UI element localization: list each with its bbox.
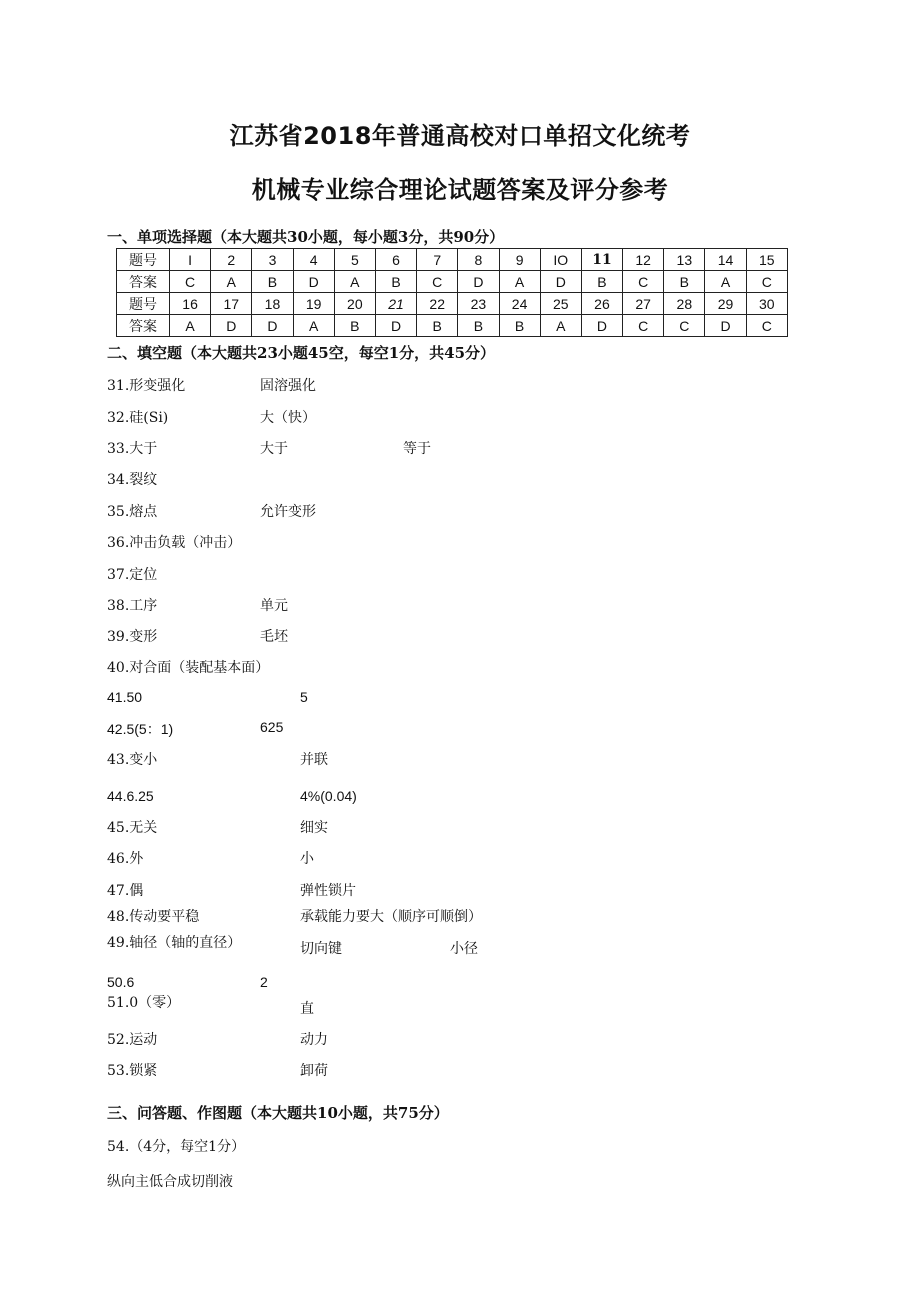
answer-row-1	[117, 271, 788, 293]
answer-47-2: 弹性锁片	[300, 883, 356, 899]
answer-48-2: 承载能力要大（顺序可顺倒）	[300, 909, 482, 925]
answer-51-2: 直	[300, 1001, 314, 1017]
answer-cell: D	[375, 315, 416, 337]
answer-43-2: 并联	[300, 752, 328, 768]
answer-32-2: 大（快）	[260, 410, 316, 426]
answer-36-1: 36.冲击负载（冲击）	[107, 535, 242, 551]
question-number: 20	[334, 293, 375, 315]
answer-cell: D	[705, 315, 746, 337]
answer-52-1: 52.运动	[107, 1032, 158, 1048]
question-number: 24	[499, 293, 540, 315]
row-label: 题号	[117, 293, 170, 315]
question-number: 22	[417, 293, 458, 315]
row-label: 答案	[117, 271, 170, 293]
answer-33-2: 大于	[260, 441, 288, 457]
answer-46-2: 小	[300, 851, 314, 867]
question-number: 12	[623, 249, 664, 271]
question-number: 17	[211, 293, 252, 315]
answer-cell: B	[499, 315, 540, 337]
question-number: 23	[458, 293, 499, 315]
answer-cell: D	[211, 315, 252, 337]
question-number: 30	[746, 293, 787, 315]
answer-cell: A	[499, 271, 540, 293]
answer-51-1: 51.0（零）	[107, 995, 181, 1011]
answer-cell: D	[540, 271, 581, 293]
question-number: 9	[499, 249, 540, 271]
question-number: 29	[705, 293, 746, 315]
answer-38-1: 38.工序	[107, 598, 158, 614]
answer-cell: B	[252, 271, 293, 293]
answer-38-2: 单元	[260, 598, 288, 614]
answer-cell: D	[458, 271, 499, 293]
answer-52-2: 动力	[300, 1032, 328, 1048]
question-54-heading: 54.（4分，每空1分）	[107, 1139, 246, 1155]
answer-49-1: 49.轴径（轴的直径）	[107, 935, 242, 951]
answer-47-1: 47.偶	[107, 883, 144, 899]
answer-41-1: 41.50	[107, 689, 143, 705]
answer-42-1: 42.5(5：1)	[107, 721, 174, 737]
answer-cell: C	[746, 271, 787, 293]
answer-44-1: 44.6.25	[107, 788, 154, 804]
question-number: 2	[211, 249, 252, 271]
question-number: I	[170, 249, 211, 271]
answer-48-1: 48.传动要平稳	[107, 909, 200, 925]
answer-37-1: 37.定位	[107, 567, 158, 583]
answer-row-2	[117, 315, 788, 337]
question-number: 11	[581, 249, 622, 271]
question-number: 27	[623, 293, 664, 315]
answer-cell: D	[581, 315, 622, 337]
answer-43-1: 43.变小	[107, 752, 158, 768]
answer-cell: B	[581, 271, 622, 293]
answer-34-1: 34.裂纹	[107, 472, 158, 488]
question-number: 28	[664, 293, 705, 315]
question-number-row-2	[117, 293, 788, 315]
question-number: 6	[375, 249, 416, 271]
answer-31-1: 31.形变强化	[107, 378, 186, 394]
question-number: 21	[375, 293, 416, 315]
answer-cell: C	[170, 271, 211, 293]
answer-45-1: 45.无关	[107, 820, 158, 836]
answer-42-2: 625	[260, 719, 284, 735]
question-number: 16	[170, 293, 211, 315]
answer-39-1: 39.变形	[107, 629, 158, 645]
answer-cell: C	[664, 315, 705, 337]
question-number: 26	[581, 293, 622, 315]
answer-cell: B	[375, 271, 416, 293]
answer-53-2: 卸荷	[300, 1063, 328, 1079]
question-number: 3	[252, 249, 293, 271]
answer-49-3: 小径	[450, 941, 478, 957]
row-label: 题号	[117, 249, 170, 271]
answer-cell: D	[252, 315, 293, 337]
answer-cell: A	[705, 271, 746, 293]
answer-32-1: 32.硅(Si)	[107, 410, 169, 426]
multiple-choice-answer-table	[116, 248, 788, 337]
answer-cell: A	[334, 271, 375, 293]
section2-heading: 二、填空题（本大题共23小题45空，每空1分，共45分）	[107, 344, 496, 362]
answer-35-2: 允许变形	[260, 504, 316, 520]
answer-39-2: 毛坯	[260, 629, 288, 645]
answer-cell: A	[293, 315, 334, 337]
answer-53-1: 53.锁紧	[107, 1063, 158, 1079]
answer-cell: C	[623, 315, 664, 337]
question-number: IO	[540, 249, 581, 271]
row-label: 答案	[117, 315, 170, 337]
answer-cell: C	[746, 315, 787, 337]
question-number: 25	[540, 293, 581, 315]
question-number: 4	[293, 249, 334, 271]
answer-49-2: 切向键	[300, 941, 342, 957]
answer-cell: B	[334, 315, 375, 337]
section1-heading: 一、单项选择题（本大题共30小题，每小题3分，共90分）	[107, 228, 505, 246]
answer-cell: A	[170, 315, 211, 337]
answer-cell: A	[211, 271, 252, 293]
question-54-answer: 纵向主低合成切削液	[107, 1174, 233, 1190]
answer-50-2: 2	[260, 974, 268, 990]
question-number: 8	[458, 249, 499, 271]
answer-33-1: 33.大于	[107, 441, 158, 457]
answer-31-2: 固溶强化	[260, 378, 316, 394]
question-number: 7	[417, 249, 458, 271]
question-number: 15	[746, 249, 787, 271]
section3-heading: 三、问答题、作图题（本大题共10小题，共75分）	[107, 1104, 449, 1122]
question-number: 14	[705, 249, 746, 271]
document-title: 江苏省2018年普通高校对口单招文化统考	[229, 122, 691, 150]
answer-45-2: 细实	[300, 820, 328, 836]
answer-cell: B	[417, 315, 458, 337]
answer-40-1: 40.对合面（装配基本面）	[107, 660, 270, 676]
document-subtitle: 机械专业综合理论试题答案及评分参考	[251, 176, 669, 204]
question-number: 18	[252, 293, 293, 315]
answer-44-2: 4%(0.04)	[300, 788, 357, 804]
question-number-row-1	[117, 249, 788, 271]
answer-50-1: 50.6	[107, 974, 135, 990]
answer-cell: B	[664, 271, 705, 293]
answer-46-1: 46.外	[107, 851, 144, 867]
answer-cell: C	[417, 271, 458, 293]
answer-cell: A	[540, 315, 581, 337]
answer-cell: B	[458, 315, 499, 337]
answer-cell: D	[293, 271, 334, 293]
answer-35-1: 35.熔点	[107, 504, 158, 520]
answer-cell: C	[623, 271, 664, 293]
question-number: 19	[293, 293, 334, 315]
answer-33-3: 等于	[403, 441, 431, 457]
question-number: 5	[334, 249, 375, 271]
question-number: 13	[664, 249, 705, 271]
answer-41-2: 5	[300, 689, 308, 705]
